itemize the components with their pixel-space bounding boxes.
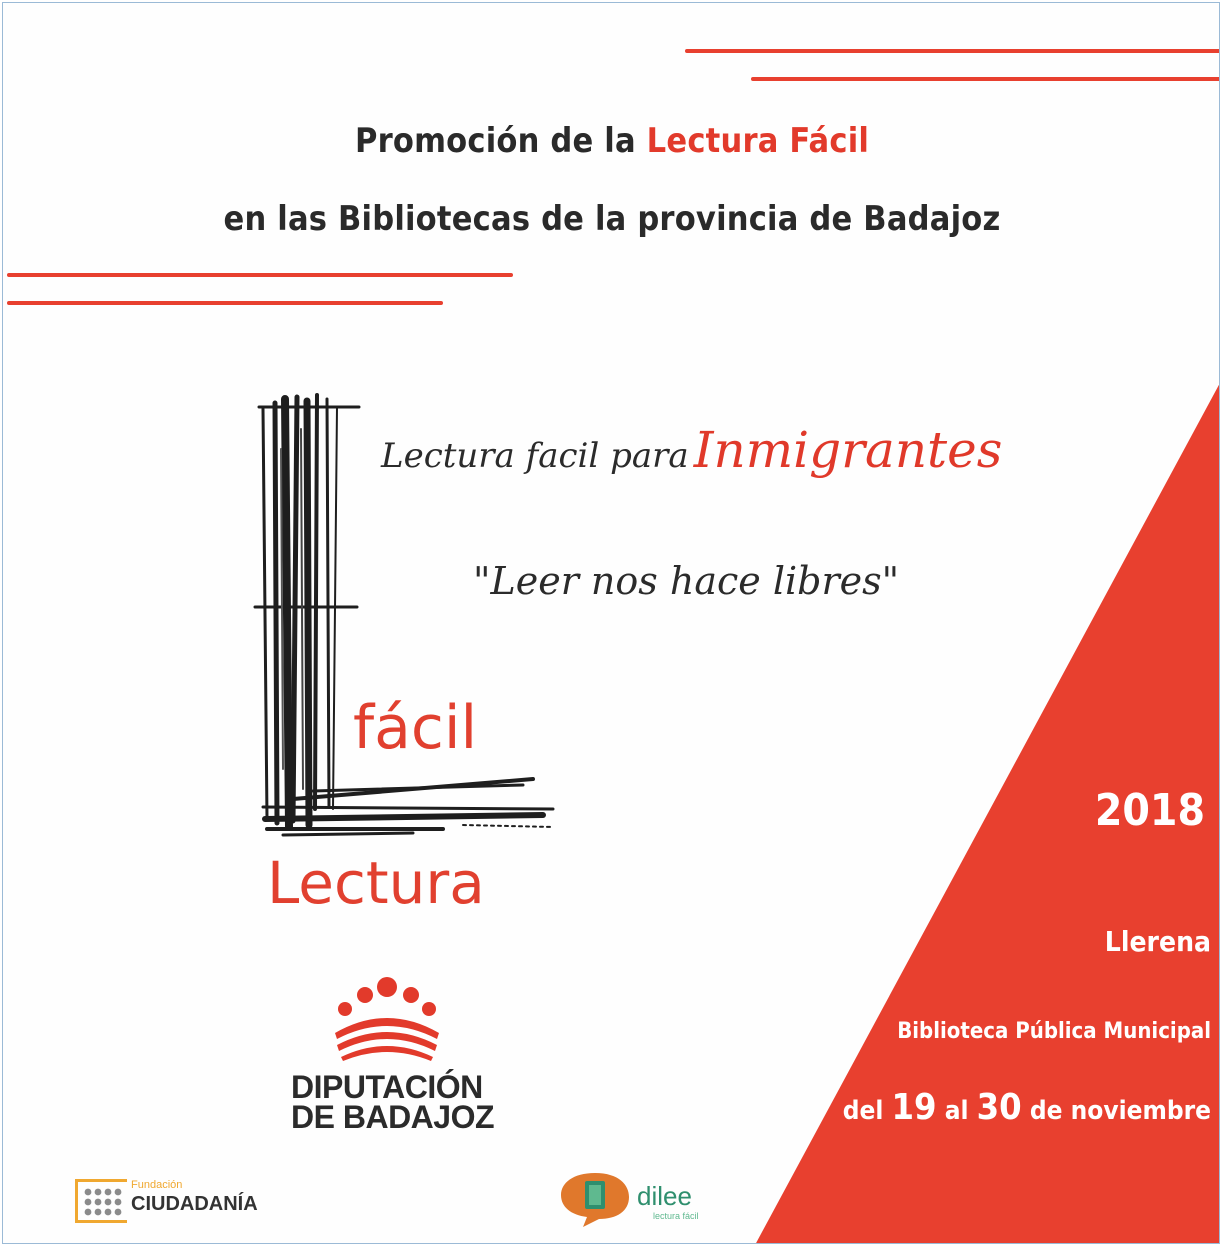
dilee-name: dilee xyxy=(637,1181,692,1211)
diputacion-line-1: DIPUTACIÓN xyxy=(291,1069,483,1105)
event-date-start: 19 xyxy=(891,1087,937,1128)
campaign-motto: "Leer nos hace libres" xyxy=(473,559,900,603)
diputacion-crown-icon xyxy=(329,977,449,1061)
decor-stroke xyxy=(7,301,443,305)
dilee-tagline: lectura fácil xyxy=(653,1211,699,1221)
fundacion-dots-icon xyxy=(78,1182,126,1222)
fundacion-small-label: Fundación xyxy=(131,1179,183,1191)
header-line-1-accent: Lectura Fácil xyxy=(646,121,870,161)
diputacion-line-2: DE BADAJOZ xyxy=(291,1099,495,1135)
event-dates-middle: al xyxy=(944,1096,969,1126)
header-line-1-prefix: Promoción de la xyxy=(354,121,636,161)
decor-stroke xyxy=(685,49,1220,53)
fundacion-ciudadania-logo xyxy=(75,1179,127,1223)
decor-stroke xyxy=(751,77,1220,81)
event-dates xyxy=(843,1087,1211,1128)
header-line-1 xyxy=(3,121,1220,161)
logo-word-lectura: Lectura xyxy=(267,849,485,917)
poster xyxy=(2,2,1220,1244)
logo-word-facil: fácil xyxy=(353,693,478,763)
event-town: Llerena xyxy=(1104,925,1211,958)
fundacion-name: CIUDADANÍA xyxy=(131,1193,258,1215)
event-date-end: 30 xyxy=(976,1087,1022,1128)
campaign-subtitle-accent: Inmigrantes xyxy=(693,421,1003,479)
dilee-book-icon xyxy=(559,1169,631,1231)
red-triangle-panel xyxy=(3,3,1220,1244)
header-line-2: en las Bibliotecas de la provincia de Badajoz xyxy=(223,199,1001,239)
event-dates-prefix: del xyxy=(842,1096,884,1126)
event-year: 2018 xyxy=(1094,785,1205,836)
event-venue: Biblioteca Pública Municipal xyxy=(897,1019,1211,1044)
decor-stroke xyxy=(7,273,513,277)
campaign-subtitle-prefix: Lectura facil para xyxy=(381,436,689,476)
campaign-subtitle xyxy=(381,421,1002,479)
event-dates-suffix: de noviembre xyxy=(1029,1096,1211,1126)
